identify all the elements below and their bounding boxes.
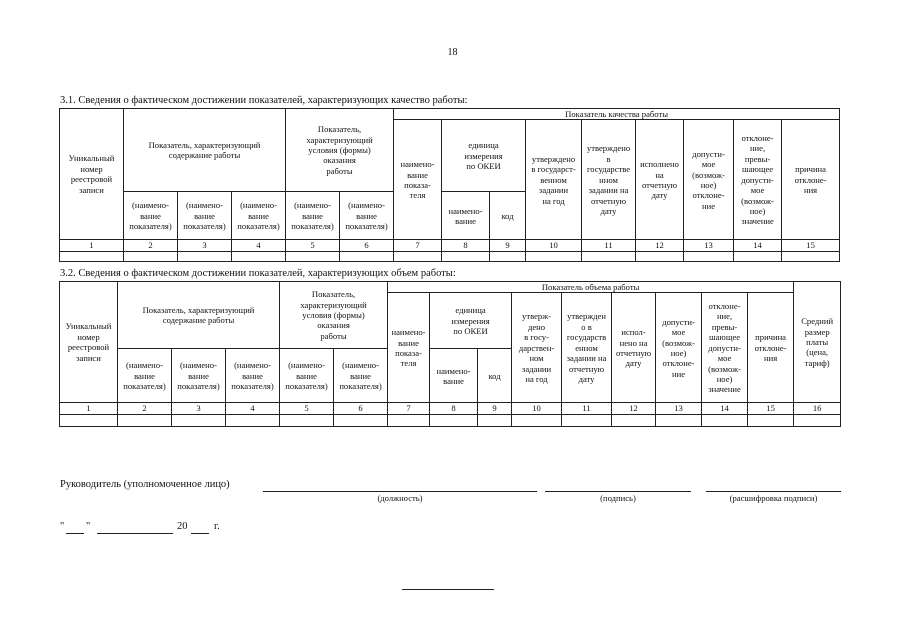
column-number: 12 [636,240,684,251]
column-number: 7 [394,240,442,251]
column-numbers-row [60,403,841,414]
column-number: 1 [60,240,124,251]
volume-table [59,281,841,427]
sub-name-cell: (наимено- вание показателя) [232,192,286,240]
date-day-line[interactable] [66,533,84,534]
col-approved-year: утверж- дено в госу- дарствен- ном задании на год [512,293,562,403]
sub-name-cell: (наимено- вание показателя) [118,349,172,403]
col-executed: исполнено на отчетную дату [636,120,684,240]
column-number: 4 [226,403,280,414]
col-allowed-deviation: допусти- мое (возмож- ное) отклоне- ние [656,293,702,403]
column-number: 12 [612,403,656,414]
bottom-rule [402,589,494,590]
group-header-volume: Показатель объема работы [388,282,794,293]
sub-name-cell: (наимено- вание показателя) [172,349,226,403]
column-number: 11 [582,240,636,251]
col-unit: единица измерения по ОКЕИ [442,120,526,192]
col-approved-year: утверждено в государст- венном задании на год [526,120,582,240]
page-number: 18 [447,47,458,58]
column-number: 4 [232,240,286,251]
sub-name-cell: (наимено- вание показателя) [286,192,340,240]
sub-name-cell: (наимено- вание показателя) [178,192,232,240]
col-allowed-deviation: допусти- мое (возмож- ное) отклоне- ние [684,120,734,240]
signature-line[interactable] [545,491,691,492]
date-year-prefix: 20 [177,521,188,532]
col-reason: причина отклоне- ния [782,120,840,240]
column-number: 15 [782,240,840,251]
column-number: 13 [656,403,702,414]
column-number: 3 [172,403,226,414]
column-number: 2 [124,240,178,251]
column-number: 2 [118,403,172,414]
column-number: 5 [280,403,334,414]
column-number: 3 [178,240,232,251]
col-content: Показатель, характеризующий содержание работы [124,109,286,192]
sub-name-cell: (наимено- вание показателя) [340,192,394,240]
col-reason: причина отклоне- ния [748,293,794,403]
date-quote-close: " [86,521,91,532]
col-unit-name: наимено- вание [430,349,478,403]
date-year-line[interactable] [191,533,209,534]
col-registry: Уникальный номер реестровой записи [60,109,124,240]
col-unit-code: код [478,349,512,403]
col-executed: испол- нено на отчетную дату [612,293,656,403]
col-indicator-name: наимено- вание показа- теля [388,293,430,403]
column-number: 9 [490,240,526,251]
column-number: 15 [748,403,794,414]
column-number: 5 [286,240,340,251]
col-content: Показатель, характеризующий содержание работы [118,282,280,349]
column-number: 13 [684,240,734,251]
col-exceeding-deviation: отклоне- ние, превы- шающее допусти- мое (возмож- ное) значение [734,120,782,240]
column-number: 14 [702,403,748,414]
column-number: 11 [562,403,612,414]
column-number: 16 [794,403,841,414]
decoding-line[interactable] [706,491,841,492]
col-conditions: Показатель, характеризующий условия (формы) оказания работы [286,109,394,192]
col-approved-date: утвержден о в государств енном задании на отчетную дату [562,293,612,403]
col-registry: Уникальный номер реестровой записи [60,282,118,403]
date-month-line[interactable] [97,533,173,534]
section-1-heading: 3.1. Сведения о фактическом достижении показателей, характеризующих качество работы: [60,95,468,106]
col-unit-name: наимено- вание [442,192,490,240]
column-number: 8 [430,403,478,414]
col-unit: единица измерения по ОКЕИ [430,293,512,349]
section-2-heading: 3.2. Сведения о фактическом достижении показателей, характеризующих объем работы: [60,268,456,279]
column-number: 8 [442,240,490,251]
quality-table [59,108,840,262]
sub-name-cell: (наимено- вание показателя) [334,349,388,403]
position-caption: (должность) [377,493,423,503]
column-number: 6 [334,403,388,414]
column-number: 6 [340,240,394,251]
col-exceeding-deviation: отклоне- ние, превы- шающее допусти- мое (возмож- ное) значение [702,293,748,403]
decoding-caption: (расшифровка подписи) [729,493,818,503]
signature-caption: (подпись) [600,493,636,503]
column-number: 7 [388,403,430,414]
sub-name-cell: (наимено- вание показателя) [280,349,334,403]
date-quote-open: " [60,521,65,532]
position-line[interactable] [263,491,537,492]
col-average-price: Средний размер платы (цена, тариф) [794,282,841,403]
column-numbers-row [60,240,840,251]
column-number: 1 [60,403,118,414]
col-approved-date: утверждено в государстве нном задании на отчетную дату [582,120,636,240]
col-unit-code: код [490,192,526,240]
column-number: 14 [734,240,782,251]
column-number: 10 [512,403,562,414]
column-number: 9 [478,403,512,414]
head-label: Руководитель (уполномоченное лицо) [60,479,230,490]
empty-data-row [60,414,841,426]
col-indicator-name: наимено- вание показа- теля [394,120,442,240]
col-conditions: Показатель, характеризующий условия (формы) оказания работы [280,282,388,349]
sub-name-cell: (наимено- вание показателя) [226,349,280,403]
date-year-suffix: г. [214,521,220,532]
empty-data-row [60,251,840,261]
group-header-quality: Показатель качества работы [394,109,840,120]
sub-name-cell: (наимено- вание показателя) [124,192,178,240]
column-number: 10 [526,240,582,251]
